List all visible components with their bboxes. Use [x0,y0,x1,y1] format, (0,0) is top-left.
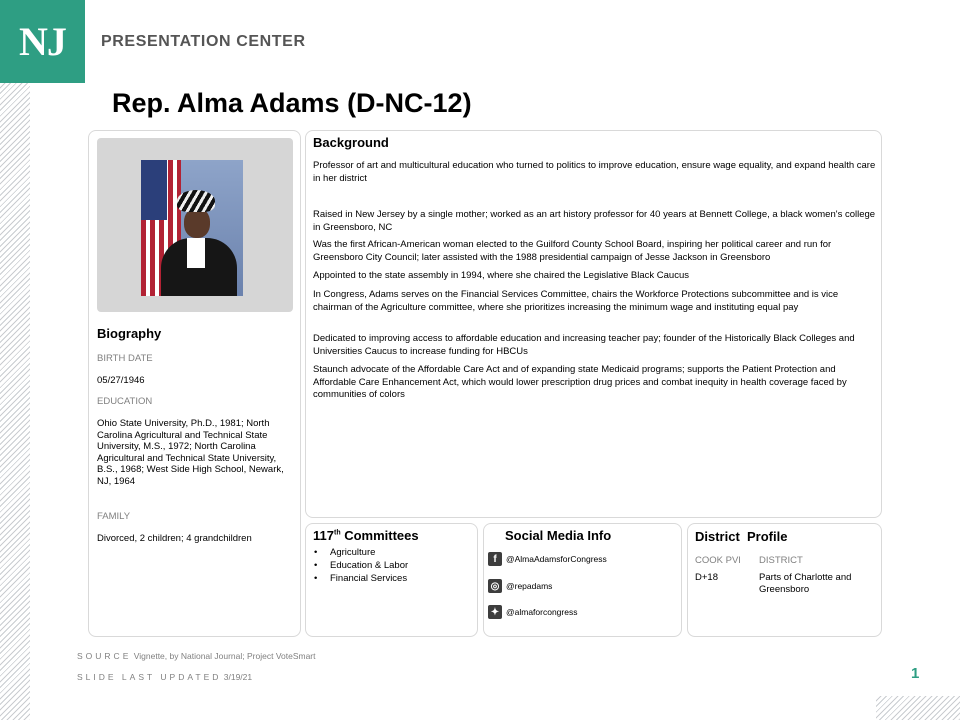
nj-logo: NJ [0,0,85,83]
district-label: DISTRICT [759,555,803,566]
updated-label: SLIDE LAST UPDATED [77,672,222,682]
background-heading: Background [313,135,389,150]
instagram-icon: ◎ [488,579,502,593]
page-number: 1 [911,665,920,682]
background-paragraph: In Congress, Adams serves on the Financial Services Committee, chairs the Workforce Protections subcommittee and is vice chairman of the Agriculture committee, where she prioritizes increasing the minimum wage and instituting equal pay [313,289,839,313]
background-paragraph: Staunch advocate of the Affordable Care Act and of expanding state Medicaid programs; supports the Patient Protection and Affordable Care Enhancement Act, which would lower prescription drug prices and combat inequity in health coverage faced by communities of colors [313,364,847,400]
twitter-icon: ✦ [488,605,502,619]
instagram-handle[interactable]: @repadams [506,581,553,591]
background-card [305,130,882,518]
committees-card [305,523,478,637]
cook-pvi-value: D+18 [695,572,718,583]
source-text: Vignette, by National Journal; Project VoteSmart [133,651,316,661]
education-value: Ohio State University, Ph.D., 1981; North Carolina Agricultural and Technical State University, M.S., 1972; North Carolina Agricultural and Technical State University, B.S., 1968; West Side High School, Newark, NJ, 1964 [97,418,284,487]
social-twitter-row[interactable] [488,605,577,619]
decorative-hatch-bottom-right [876,696,960,720]
brand-label: PRESENTATION CENTER [101,33,306,50]
decorative-hatch-left [0,83,30,720]
flag-canton [141,160,167,220]
committee-item: • Agriculture [314,546,408,559]
facebook-icon: f [488,552,502,566]
source-label: SOURCE [77,651,132,661]
background-paragraph: Was the first African-American woman elected to the Guilford County School Board, inspiring her political career and run for Greensboro City Council; later assisted with the 1988 presidential campaign of Jesse Jackson in Greensboro [313,239,832,263]
background-paragraph: Raised in New Jersey by a single mother; worked as an art history professor for 40 years at Bennett College, a black women's college in Greensboro, NC [313,209,876,233]
background-paragraph: Appointed to the state assembly in 1994, where she chaired the Legislative Black Caucus [313,270,690,281]
biography-card [88,130,301,637]
social-facebook-row[interactable] [488,552,607,566]
district-value: Parts of Charlotte and Greensboro [759,572,852,595]
portrait-frame [97,138,293,312]
district-heading: District Profile [695,529,788,544]
cook-pvi-label: COOK PVI [695,555,741,566]
district-profile-card [687,523,882,637]
portrait-photo [141,160,243,296]
page-title: Rep. Alma Adams (D-NC-12) [112,88,472,118]
facebook-handle[interactable]: @AlmaAdamsforCongress [506,554,607,564]
committee-item: • Financial Services [314,572,408,585]
source-line [77,651,316,661]
social-media-card [483,523,682,637]
committee-item: • Education & Labor [314,559,408,572]
striped-hat [177,190,215,212]
family-label: FAMILY [97,511,131,522]
committees-heading: 117th Committees [313,528,419,543]
updated-line [77,672,252,682]
birth-date-value: 05/27/1946 [97,375,145,386]
twitter-handle[interactable]: @almaforcongress [506,607,578,617]
birth-date-label: BIRTH DATE [97,353,153,364]
family-value: Divorced, 2 children; 4 grandchildren [97,533,252,544]
updated-date: 3/19/21 [223,672,253,682]
education-label: EDUCATION [97,396,153,407]
committees-list [314,546,408,585]
social-heading: Social Media Info [505,528,612,543]
background-paragraph: Dedicated to improving access to affordable education and increasing teacher pay; founder of the Historically Black Colleges and Universities Caucus to increase funding for HBCUs [313,333,855,357]
biography-heading: Biography [97,326,162,341]
social-instagram-row[interactable] [488,579,552,593]
background-paragraph: Professor of art and multicultural education who turned to politics to improve education, ensure wage equality, and expand health care in her district [313,160,876,184]
